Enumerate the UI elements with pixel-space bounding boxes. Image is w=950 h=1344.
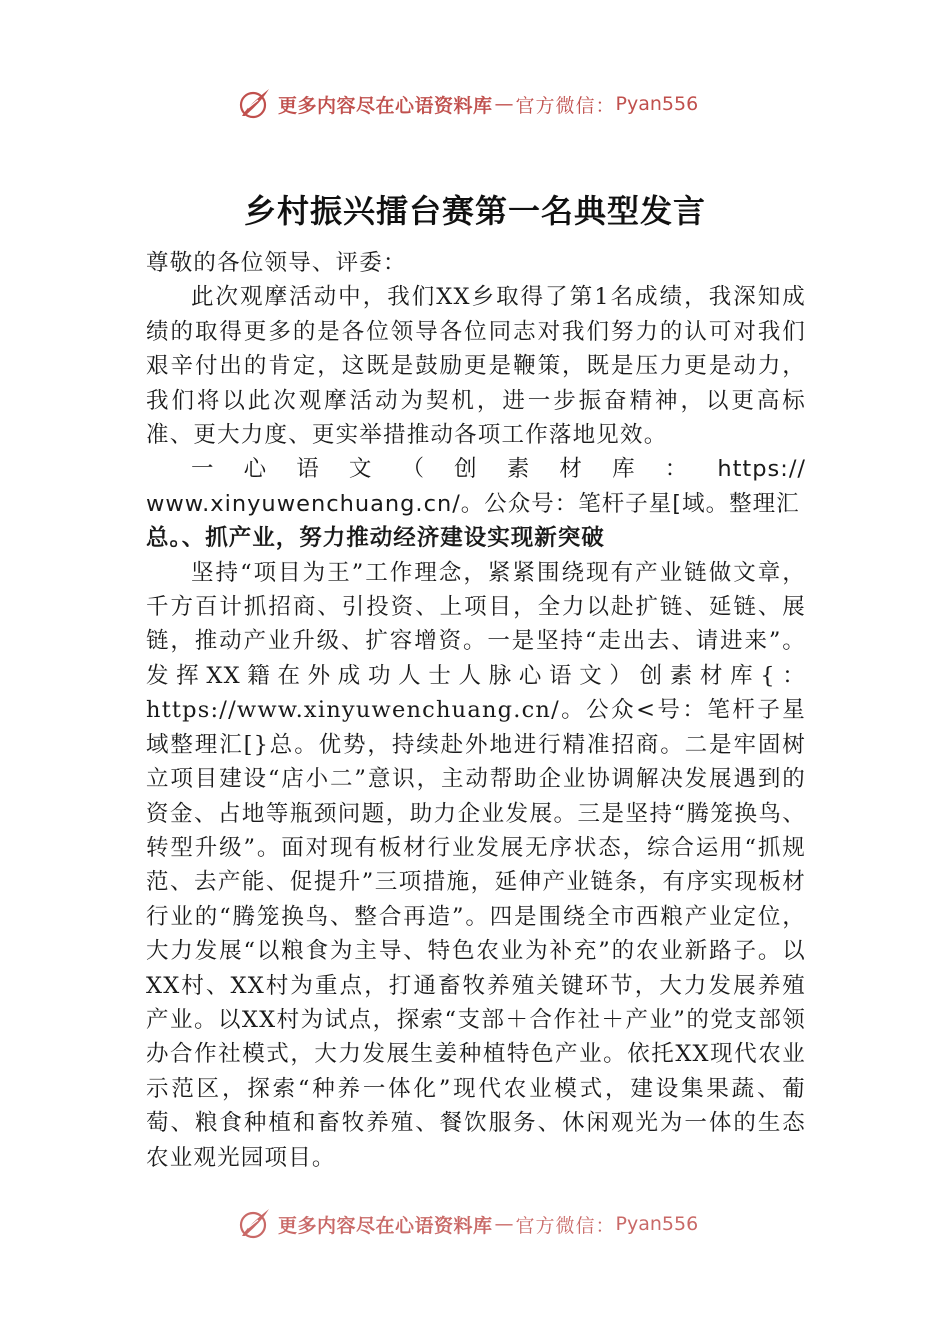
quill-logo-icon	[236, 86, 272, 122]
document-title: 乡村振兴擂台赛第一名典型发言	[243, 192, 706, 230]
header-watermark-banner	[236, 84, 698, 124]
section-heading: 总。、抓产业，努力推动经济建设实现新突破	[146, 525, 605, 552]
footer-watermark-banner	[236, 1204, 698, 1244]
banner-separator: —	[494, 93, 514, 115]
banner-contact-label: 官方微信：	[515, 1214, 616, 1237]
banner-separator: —	[494, 1213, 514, 1235]
quill-logo-icon	[236, 1206, 272, 1242]
salutation: 尊敬的各位领导、评委：	[146, 250, 407, 276]
banner-wechat-id: Pyan556	[615, 93, 699, 115]
banner-contact-label: 官方微信：	[515, 94, 616, 117]
banner-main-text: 更多内容尽在心语资料库	[278, 1214, 493, 1237]
document-body	[146, 246, 806, 1175]
banner-wechat-id: Pyan556	[615, 1213, 699, 1235]
main-paragraph: 坚持“项目为王”工作理念，紧紧围绕现有产业链做文章，千方百计抓招商、引投资、上项目，全力以赴扩链、延链、展链，推动产业升级、扩容增资。一是坚持“走出去、请进来”。发挥XX籍在外成功人士人脉心语文）创素材库{：https://www.xinyuwenchuang.cn/。公众<号：笔杆子星域整理汇[}总。优势，持续赴外地进行精准招商。二是牢固树立项目建设“店小二”意识，主动帮助企业协调解决发展遇到的资金、占地等瓶颈问题，助力企业发展。三是坚持“腾笼换鸟、转型升级”。面对现有板材行业发展无序状态，综合运用“抓规范、去产能、促提升”三项措施，延伸产业链条，有序实现板材行业的“腾笼换鸟、整合再造”。四是围绕全市西粮产业定位，大力发展“以粮食为主导、特色农业为补充”的农业新路子。以XX村、XX村为重点，打通畜牧养殖关键环节，大力发展养殖产业。以XX村为试点，探索“支部＋合作社＋产业”的党支部领办合作社模式，大力发展生姜种植特色产业。依托XX现代农业示范区，探索“种养一体化”现代农业模式，建设集果蔬、葡萄、粮食种植和畜牧养殖、餐饮服务、休闲观光为一体的生态农业观光园项目。	[146, 559, 806, 1171]
intro-paragraph: 此次观摩活动中，我们XX乡取得了第1名成绩，我深知成绩的取得更多的是各位领导各位同志对我们努力的认可对我们艰辛付出的肯定，这既是鼓励更是鞭策，既是压力更是动力，我们将以此次观摩活动为契机，进一步振奋精神，以更高标准、更大力度、更实举措推动各项工作落地见效。	[146, 284, 806, 449]
url-line: www.xinyuwenchuang.cn/。公众号：笔杆子星[域。整理汇	[146, 490, 800, 517]
banner-main-text: 更多内容尽在心语资料库	[278, 94, 493, 117]
spaced-source-line: 一 心 语 文 （ 创 素 材 库 ： https://	[191, 456, 806, 483]
